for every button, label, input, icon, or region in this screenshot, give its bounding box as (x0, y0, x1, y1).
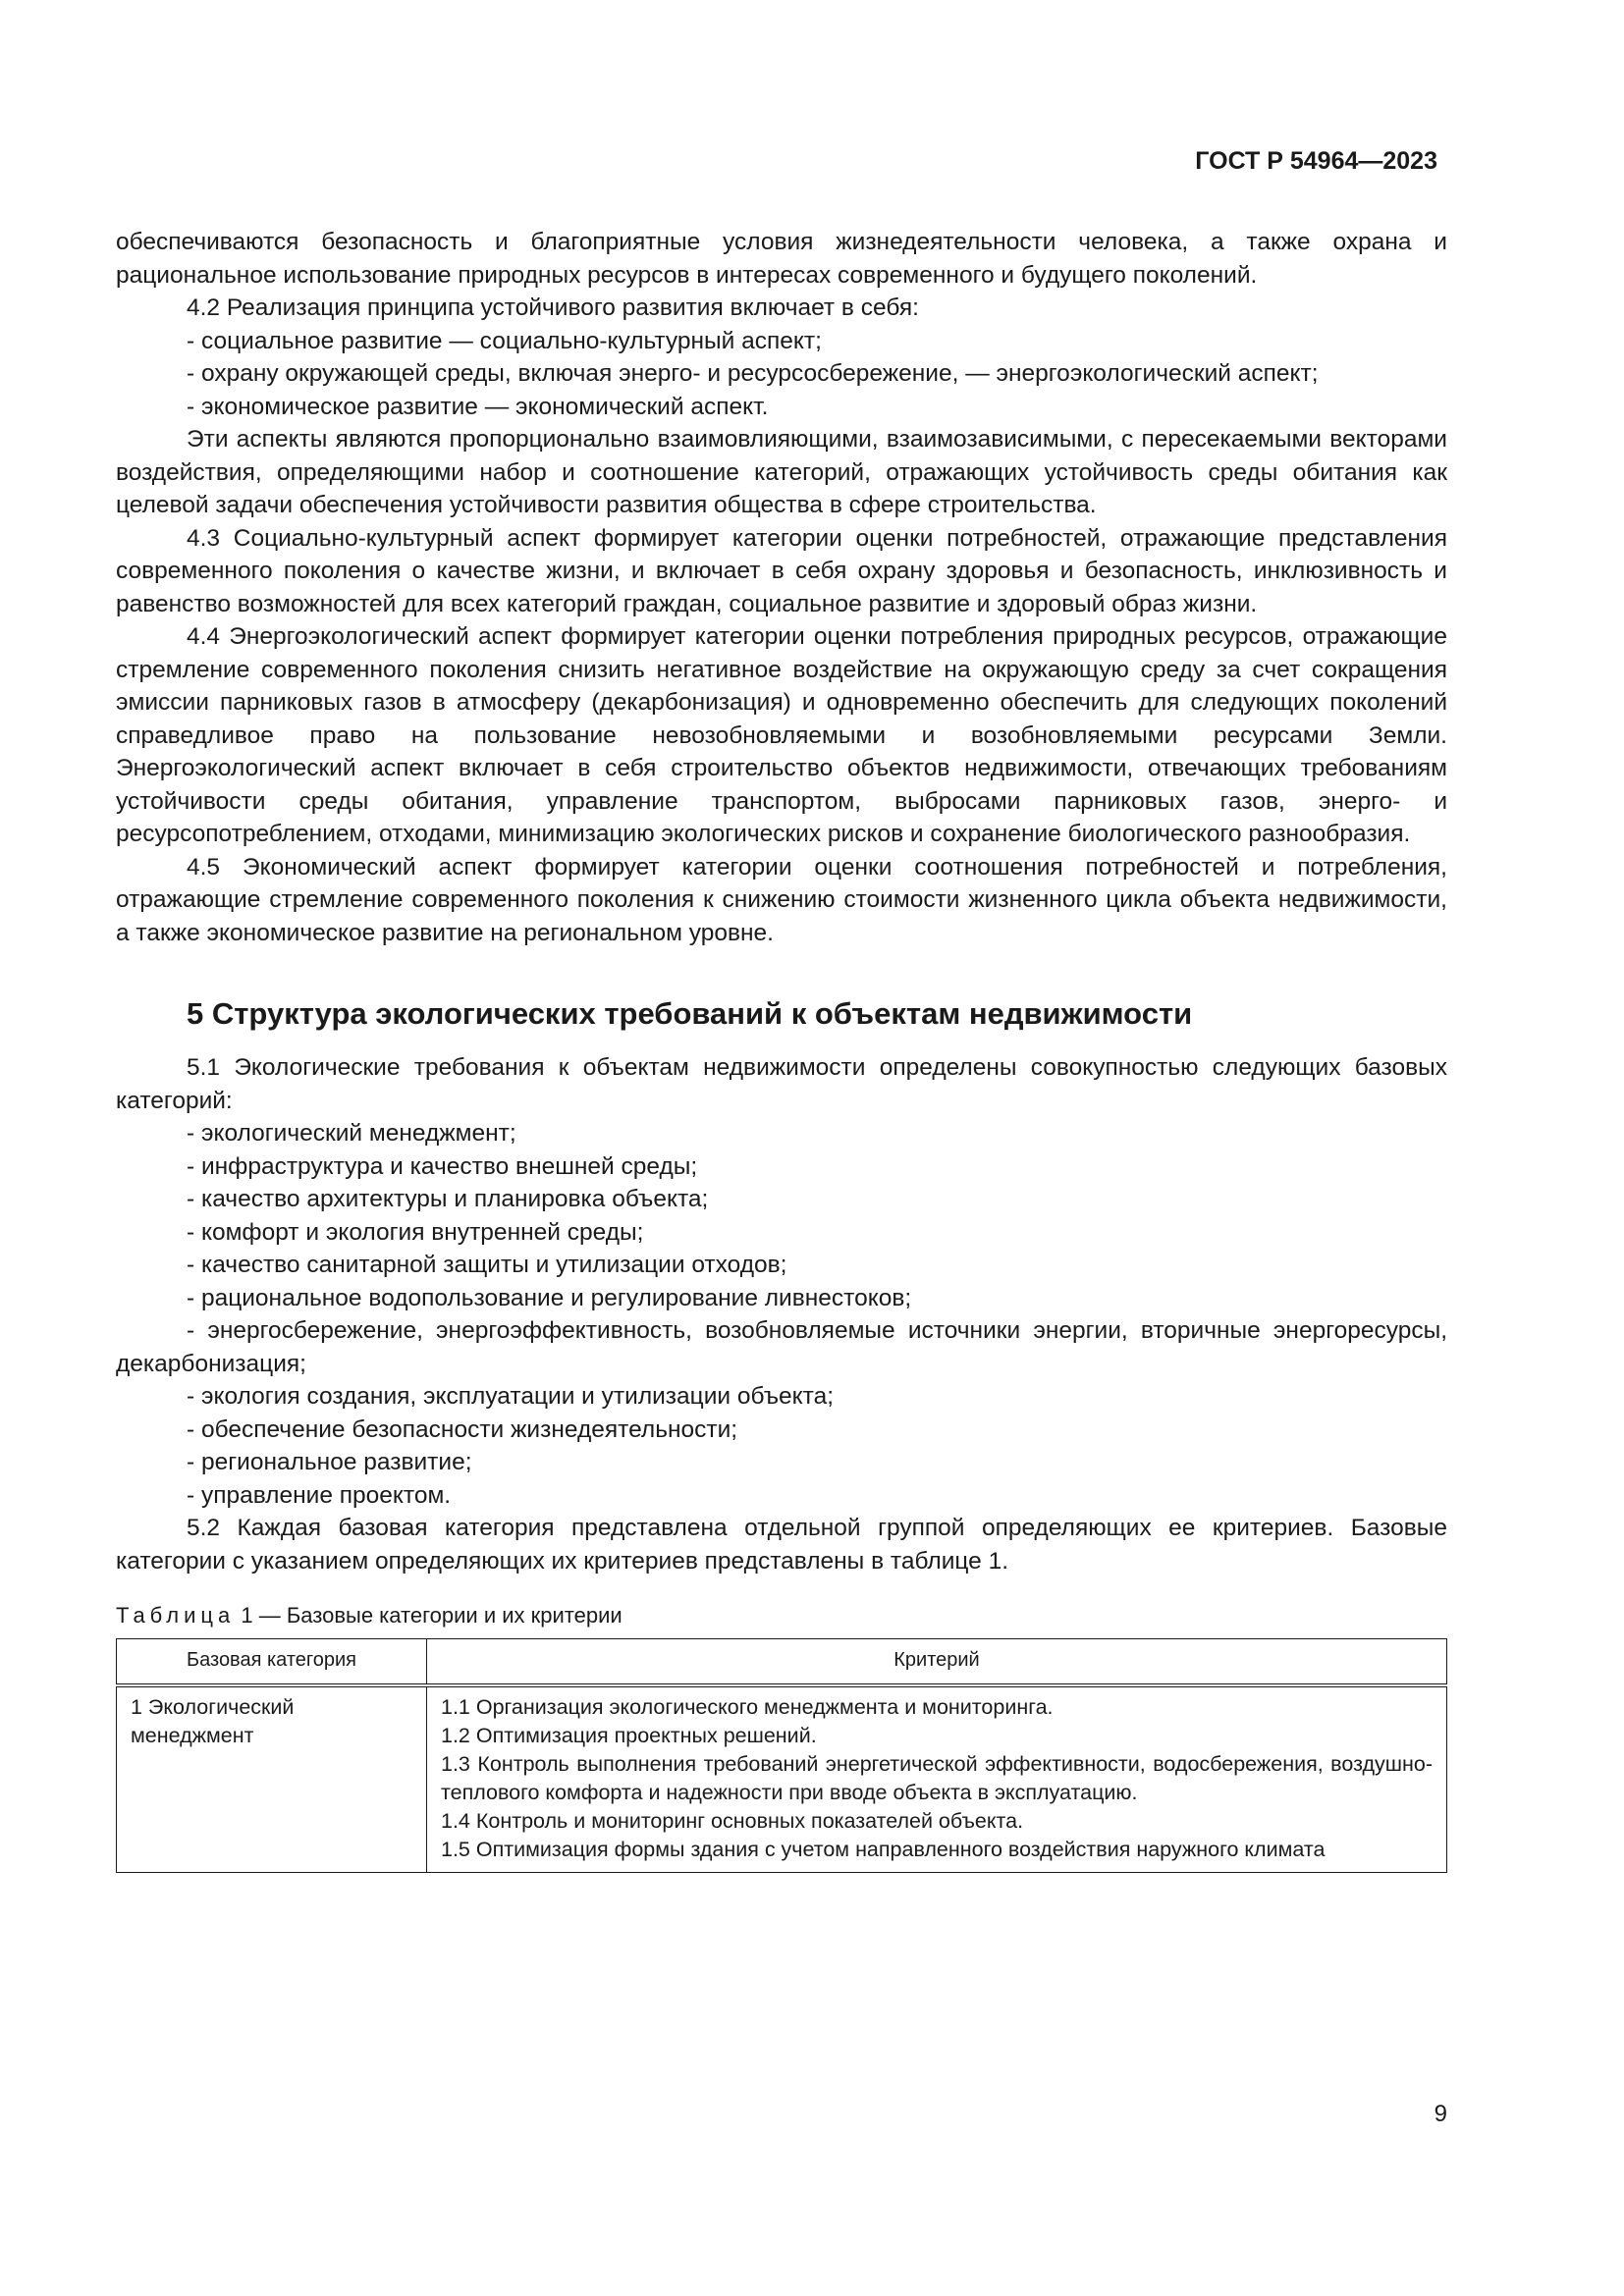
page-number: 9 (1434, 2101, 1447, 2127)
table-row (117, 1685, 1447, 1873)
criterion-item: 1.4 Контроль и мониторинг основных показателей объекта. (441, 1809, 1024, 1833)
column-header-category: Базовая категория (117, 1639, 427, 1686)
document-body (116, 226, 1447, 1873)
list-item: - качество санитарной защиты и утилизации отходов; (187, 1252, 787, 1278)
paragraph-5-1: 5.1 Экологические требования к объектам недвижимости определены совокупностью следующих базовых категорий: (116, 1054, 1447, 1114)
list-item: - управление проектом. (187, 1481, 452, 1509)
list-item: - экономическое развитие — экономический аспект. (187, 393, 769, 420)
table-caption (116, 1601, 1447, 1630)
table-caption-text: 1 — Базовые категории и их критерии (235, 1603, 623, 1628)
criterion-item: 1.5 Оптимизация формы здания с учетом направленного воздействия наружного климата (441, 1838, 1326, 1861)
list-item: - энергосбережение, энергоэффективность, возобновляемые источники энергии, вторичные энергоресурсы, декарбонизация; (116, 1317, 1447, 1377)
document-number-header: ГОСТ Р 54964—2023 (1195, 147, 1437, 175)
category-cell: 1 Экологический менеджмент (117, 1685, 427, 1873)
list-item: - региональное развитие; (187, 1449, 472, 1475)
paragraph-4-4: 4.4 Энергоэкологический аспект формирует категории оценки потребления природных ресурсов, отражающие стремление современного поколения снизить негативное воздействие на окружающую среду за счет сокращения эмиссии парниковых газов в атмосферу (декарбонизация) и одновременно обеспечить для следующих поколений справедливое право на пользование невозобновляемыми и возобновляемыми ресурсами Земли. Энергоэкологический аспект включает в себя строительство объектов недвижимости, отвечающих требованиям устойчивости среды обитания, управление транспортом, выбросами парниковых газов, энерго- и ресурсопотреблением, отходами, минимизацию экологических рисков и сохранение биологического разнообразия. (116, 623, 1447, 847)
paragraph-4-3: 4.3 Социально-культурный аспект формирует категории оценки потребностей, отражающие представления современного поколения о качестве жизни, и включает в себя охрану здоровья и безопасность, инклюзивность и равенство возможностей для всех категорий граждан, социальное развитие и здоровый образ жизни. (116, 524, 1447, 617)
table-header-row (117, 1639, 1447, 1686)
paragraph-5-2: 5.2 Каждая базовая категория представлена отдельной группой определяющих ее критериев. Базовые категории с указанием определяющих их критериев представлены в таблице 1. (116, 1515, 1447, 1575)
list-item: - качество архитектуры и планировка объекта; (187, 1186, 709, 1212)
list-item: - обеспечение безопасности жизнедеятельности; (187, 1415, 738, 1443)
criteria-cell (427, 1685, 1447, 1873)
list-item: - экологический менеджмент; (187, 1120, 516, 1147)
table-caption-word: Таблица (116, 1603, 236, 1628)
list-item: - комфорт и экология внутренней среды; (187, 1218, 644, 1246)
list-item: - социальное развитие — социально-культурный аспект; (187, 327, 822, 354)
categories-table (116, 1638, 1447, 1873)
section-5-title: 5 Структура экологических требований к объектам недвижимости (187, 996, 1193, 1031)
criterion-item: 1.2 Оптимизация проектных решений. (441, 1724, 817, 1747)
paragraph-4-2: 4.2 Реализация принципа устойчивого развития включает в себя: (187, 294, 919, 321)
list-item: - инфраструктура и качество внешней среды; (187, 1152, 698, 1180)
paragraph-continuation: обеспечиваются безопасность и благоприятные условия жизнедеятельности человека, а также охрана и рациональное использование природных ресурсов в интересах современного и будущего поколений. (116, 229, 1447, 289)
criterion-item: 1.1 Организация экологического менеджмента и мониторинга. (441, 1695, 1054, 1719)
paragraph-aspects: Эти аспекты являются пропорционально взаимовлияющими, взаимозависимыми, с пересекаемыми векторами воздействия, определяющими набор и соотношение категорий, отражающих устойчивость среды обитания как целевой задачи обеспечения устойчивости развития общества в сфере строительства. (116, 426, 1447, 518)
criterion-item: 1.3 Контроль выполнения требований энергетической эффективности, водосбережения, воздушно-теплового комфорта и надежности при вводе объекта в эксплуатацию. (441, 1752, 1433, 1804)
paragraph-4-5: 4.5 Экономический аспект формирует категории оценки соотношения потребностей и потребления, отражающие стремление современного поколения к снижению стоимости жизненного цикла объекта недвижимости, а также экономическое развитие на региональном уровне. (116, 853, 1447, 946)
list-item: - рациональное водопользование и регулирование ливнестоков; (187, 1284, 912, 1311)
list-item: - охрану окружающей среды, включая энерго- и ресурсосбережение, — энергоэкологический аспект; (187, 360, 1319, 387)
list-item: - экология создания, эксплуатации и утилизации объекта; (187, 1383, 835, 1410)
column-header-criterion: Критерий (427, 1639, 1447, 1686)
